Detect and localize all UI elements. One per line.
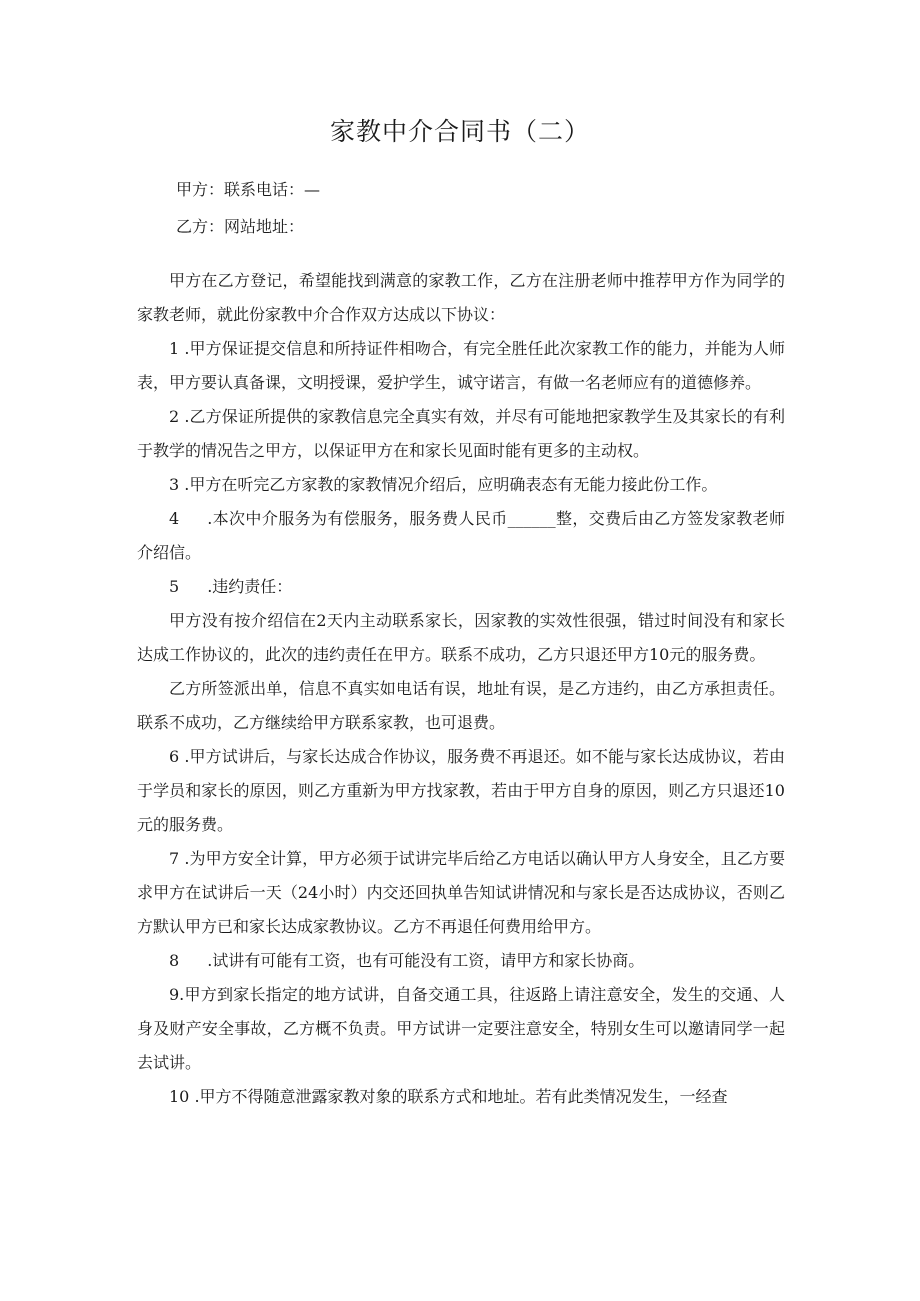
clause-6 [137, 740, 785, 842]
clause-number: 7 [169, 849, 180, 868]
clause-text: .甲方保证提交信息和所持证件相吻合，有完全胜任此次家教工作的能力，并能为人师表，甲方要认真备课，文明授课，爱护学生，诚守诺言，有做一名老师应有的道德修养。 [137, 339, 785, 392]
clause-number: 9. [169, 985, 185, 1004]
intro-paragraph: 甲方在乙方登记，希望能找到满意的家教工作，乙方在注册老师中推荐甲方作为同学的家教老师，就此份家教中介合作双方达成以下协议： [137, 271, 785, 324]
clause-number: 3 [169, 475, 180, 494]
clause-number: 4 [169, 509, 180, 528]
clause-4 [137, 502, 785, 570]
clause-text: .甲方在听完乙方家教的家教情况介绍后，应明确表态有无能力接此份工作。 [184, 475, 718, 494]
clause-3 [137, 468, 785, 502]
clause-text: .乙方保证所提供的家教信息完全真实有效，并尽有可能地把家教学生及其家长的有利于教学的情况告之甲方，以保证甲方在和家长见面时能有更多的主动权。 [137, 407, 785, 460]
clause-2 [137, 400, 785, 468]
clause-text: .本次中介服务为有偿服务，服务费人民币______整，交费后由乙方签发家教老师介绍信。 [137, 509, 785, 562]
clause-number: 8 [169, 951, 180, 970]
clause-7 [137, 842, 785, 944]
clause-number: 6 [169, 747, 180, 766]
clause-number: 5 [169, 577, 180, 596]
clause-text: .违约责任： [207, 577, 293, 596]
clause-text: 甲方到家长指定的地方试讲，自备交通工具，往返路上请注意安全，发生的交通、人身及财产安全事故，乙方概不负责。甲方试讲一定要注意安全，特别女生可以邀请同学一起去试讲。 [137, 985, 785, 1072]
clause-text: .试讲有可能有工资，也有可能没有工资，请甲方和家长协商。 [207, 951, 645, 970]
clause-1 [137, 332, 785, 400]
clause-5-party-a-liability: 甲方没有按介绍信在2天内主动联系家长，因家教的实效性很强，错过时间没有和家长达成工作协议的，此次的违约责任在甲方。联系不成功，乙方只退还甲方10元的服务费。 [137, 611, 785, 664]
document-title: 家教中介合同书（二） [329, 117, 590, 146]
clause-number: 1 [169, 339, 180, 358]
clause-text: .为甲方安全计算，甲方必须于试讲完毕后给乙方电话以确认甲方人身安全，且乙方要求甲方在试讲后一天（24小时）内交还回执单告知试讲情况和与家长是否达成协议，否则乙方默认甲方已和家长达成家教协议。乙方不再退任何费用给甲方。 [137, 849, 785, 936]
clause-5 [137, 570, 785, 604]
party-a-contact-line: 甲方：联系电话：— [176, 180, 321, 199]
clause-number: 10 [169, 1087, 190, 1106]
clause-number: 2 [169, 407, 180, 426]
clause-9 [137, 978, 785, 1080]
clause-10 [137, 1080, 785, 1114]
party-b-contact-line: 乙方：网站地址： [176, 217, 305, 236]
clause-text: .甲方不得随意泄露家教对象的联系方式和地址。若有此类情况发生，一经查 [194, 1087, 728, 1106]
clause-8 [137, 944, 785, 978]
clause-text: .甲方试讲后，与家长达成合作协议，服务费不再退还。如不能与家长达成协议，若由于学员和家长的原因，则乙方重新为甲方找家教，若由于甲方自身的原因，则乙方只退还10元的服务费。 [137, 747, 785, 834]
clause-5-party-b-liability: 乙方所签派出单，信息不真实如电话有误，地址有误，是乙方违约，由乙方承担责任。联系不成功，乙方继续给甲方联系家教，也可退费。 [137, 679, 785, 732]
contract-body [137, 264, 785, 1114]
